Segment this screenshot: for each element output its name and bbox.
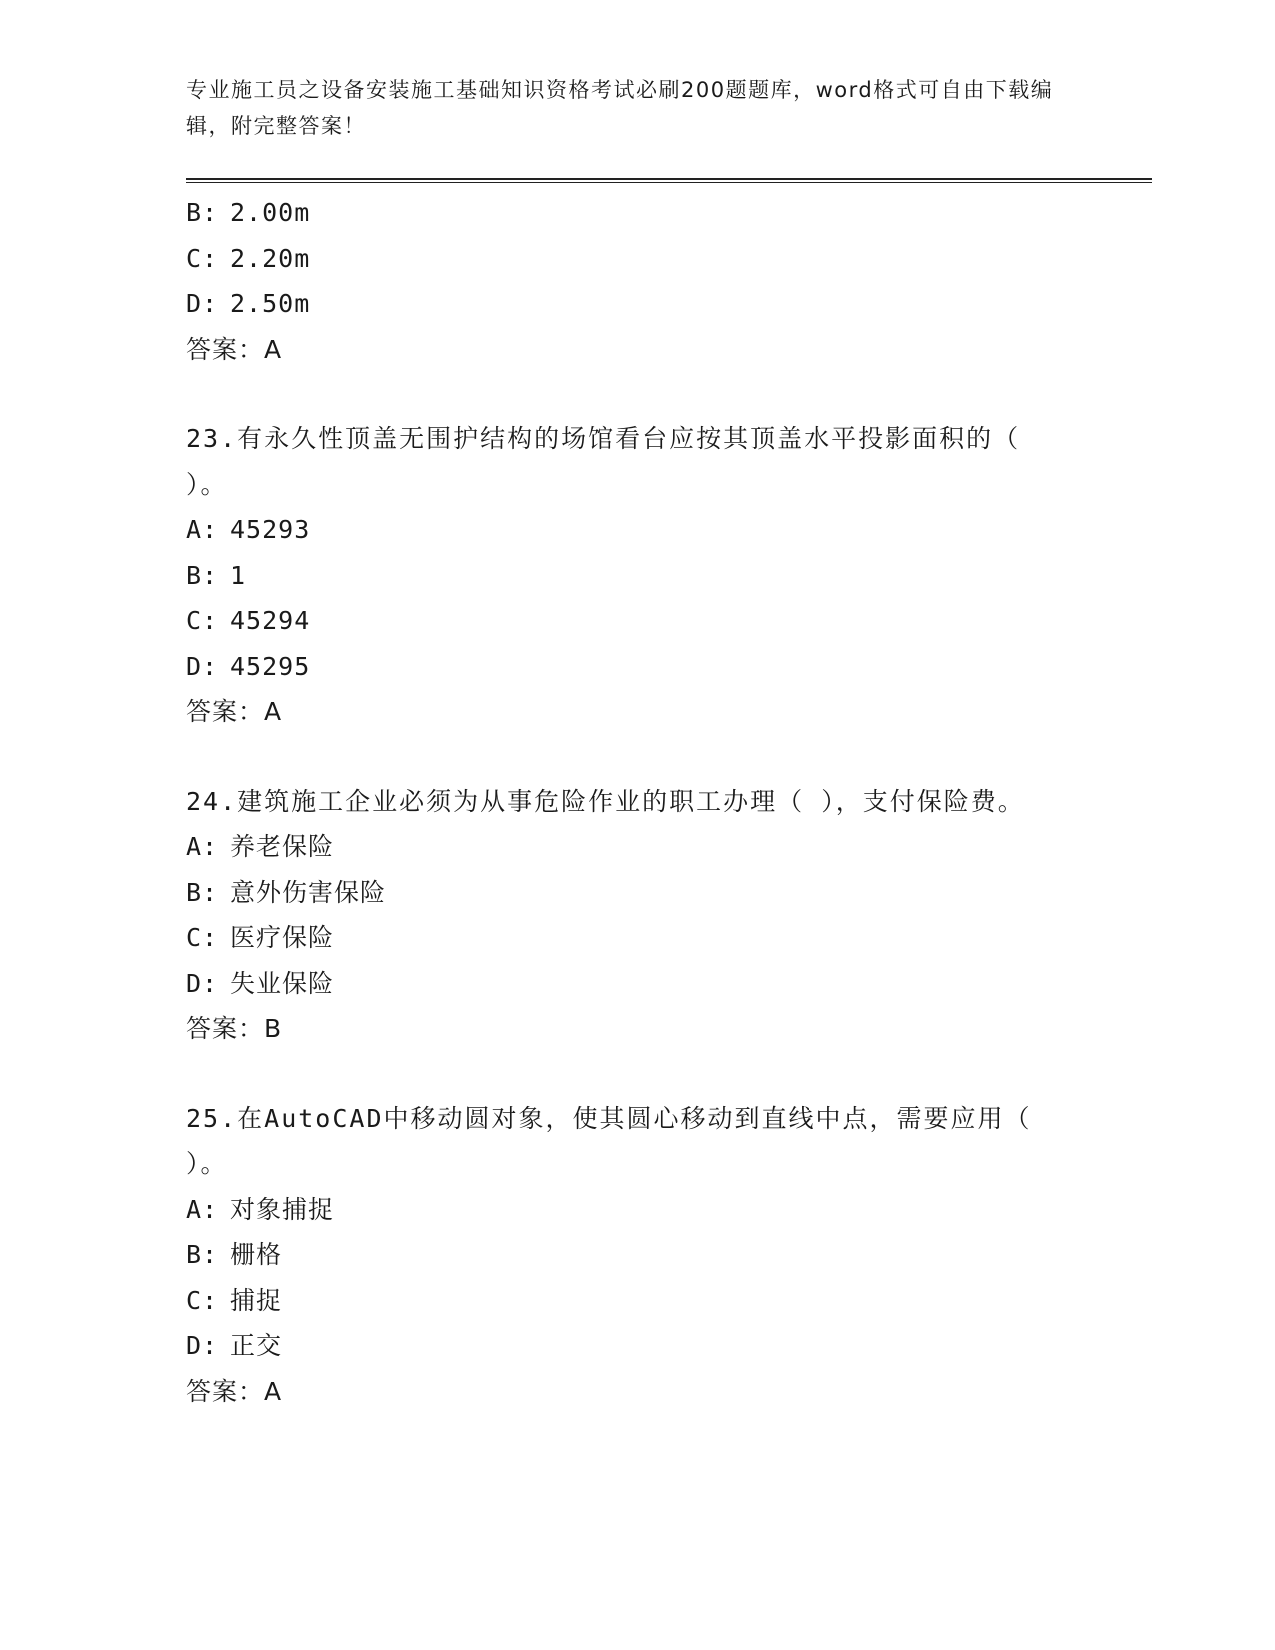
answer-line: 答案：B: [186, 1014, 283, 1043]
question-content: [186, 190, 1066, 1414]
option-b: B: 栅格: [186, 1240, 283, 1269]
option-c: C: 45294: [186, 606, 311, 635]
question-block: [186, 416, 1066, 735]
option-d: D: 2.50m: [186, 289, 311, 318]
answer-line: 答案：A: [186, 697, 283, 726]
question-block: [186, 1096, 1066, 1415]
option-b: B: 1: [186, 560, 247, 590]
option-c: C: 2.20m: [186, 243, 311, 273]
prev-question-block: [186, 190, 1066, 372]
header-divider: [186, 178, 1152, 183]
question-text: 23.有永久性顶盖无围护结构的场馆看台应按其顶盖水平投影面积的（ ）。: [186, 424, 1021, 499]
option-d: D: 45295: [186, 651, 311, 681]
option-a: A: 养老保险: [186, 832, 335, 861]
option-c: C: 捕捉: [186, 1285, 283, 1315]
question-text: 24.建筑施工企业必须为从事危险作业的职工办理（ ），支付保险费。: [186, 786, 1025, 816]
option-d: D: 失业保险: [186, 968, 335, 998]
question-text: 25.在AutoCAD中移动圆对象，使其圆心移动到直线中点，需要应用（ ）。: [186, 1103, 1032, 1178]
question-block: [186, 779, 1066, 1052]
document-header: 专业施工员之设备安装施工基础知识资格考试必刷200题题库，word格式可自由下载编辑，附完整答案！: [186, 78, 1054, 138]
option-d: D: 正交: [186, 1331, 283, 1360]
option-a: A: 45293: [186, 515, 311, 544]
option-b: B: 意外伤害保险: [186, 877, 387, 907]
answer-line: 答案：A: [186, 1376, 283, 1406]
answer-line: 答案：A: [186, 334, 283, 364]
option-c: C: 医疗保险: [186, 923, 335, 952]
option-b: B: 2.00m: [186, 198, 311, 227]
option-a: A: 对象捕捉: [186, 1194, 335, 1224]
